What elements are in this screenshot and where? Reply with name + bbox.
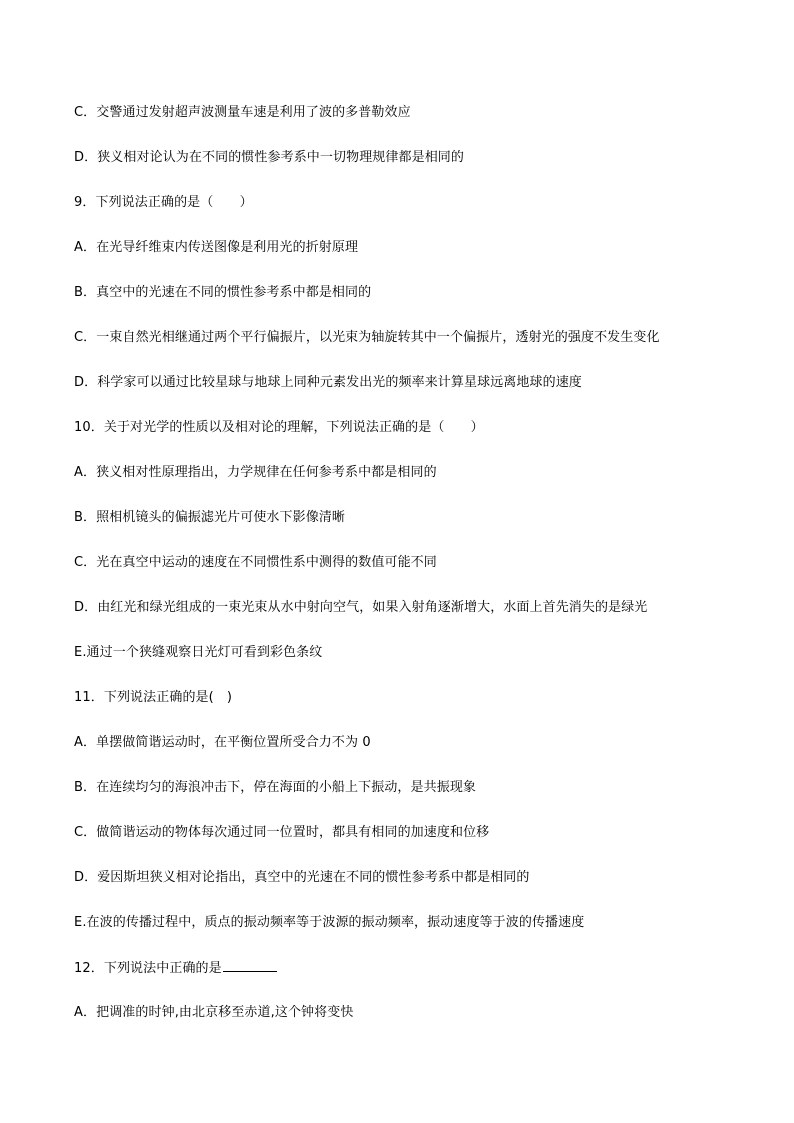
answer-blank: [223, 959, 277, 972]
option-10e: E.通过一个狭缝观察日光灯可看到彩色条纹: [74, 645, 323, 660]
option-9c: C．一束自然光相继通过两个平行偏振片，以光束为轴旋转其中一个偏振片，透射光的强度不发生变化: [74, 330, 660, 345]
option-8d: D．狭义相对论认为在不同的惯性参考系中一切物理规律都是相同的: [74, 150, 465, 165]
option-10b: B．照相机镜头的偏振滤光片可使水下影像清晰: [74, 510, 346, 525]
option-11e: E.在波的传播过程中，质点的振动频率等于波源的振动频率，振动速度等于波的传播速度: [74, 915, 585, 930]
question-10: 10．关于对光学的性质以及相对论的理解，下列说法正确的是（ ）: [74, 420, 484, 435]
option-8c: C．交警通过发射超声波测量车速是利用了波的多普勒效应: [74, 105, 411, 120]
option-11b: B．在连续均匀的海浪冲击下，停在海面的小船上下振动，是共振现象: [74, 780, 477, 795]
question-12-text: 12．下列说法中正确的是: [74, 961, 222, 976]
option-11a: A．单摆做简谐运动时，在平衡位置所受合力不为 0: [74, 735, 371, 750]
option-9b: B．真空中的光速在不同的惯性参考系中都是相同的: [74, 285, 372, 300]
option-12a: A．把调准的时钟,由北京移至赤道,这个钟将变快: [74, 1005, 354, 1020]
option-9a: A．在光导纤维束内传送图像是利用光的折射原理: [74, 240, 359, 255]
option-10a: A．狭义相对性原理指出，力学规律在任何参考系中都是相同的: [74, 465, 437, 480]
question-12: [74, 959, 277, 978]
option-11d: D．爱因斯坦狭义相对论指出，真空中的光速在不同的惯性参考系中都是相同的: [74, 870, 530, 885]
option-10c: C．光在真空中运动的速度在不同惯性系中测得的数值可能不同: [74, 555, 437, 570]
question-9: 9．下列说法正确的是（ ）: [74, 195, 253, 210]
option-10d: D．由红光和绿光组成的一束光束从水中射向空气，如果入射角逐渐增大，水面上首先消失的是绿光: [74, 600, 648, 615]
option-11c: C．做简谐运动的物体每次通过同一位置时，都具有相同的加速度和位移: [74, 825, 490, 840]
option-9d: D．科学家可以通过比较星球与地球上同种元素发出光的频率来计算星球远离地球的速度: [74, 375, 582, 390]
question-11: 11．下列说法正确的是( ): [74, 690, 233, 705]
